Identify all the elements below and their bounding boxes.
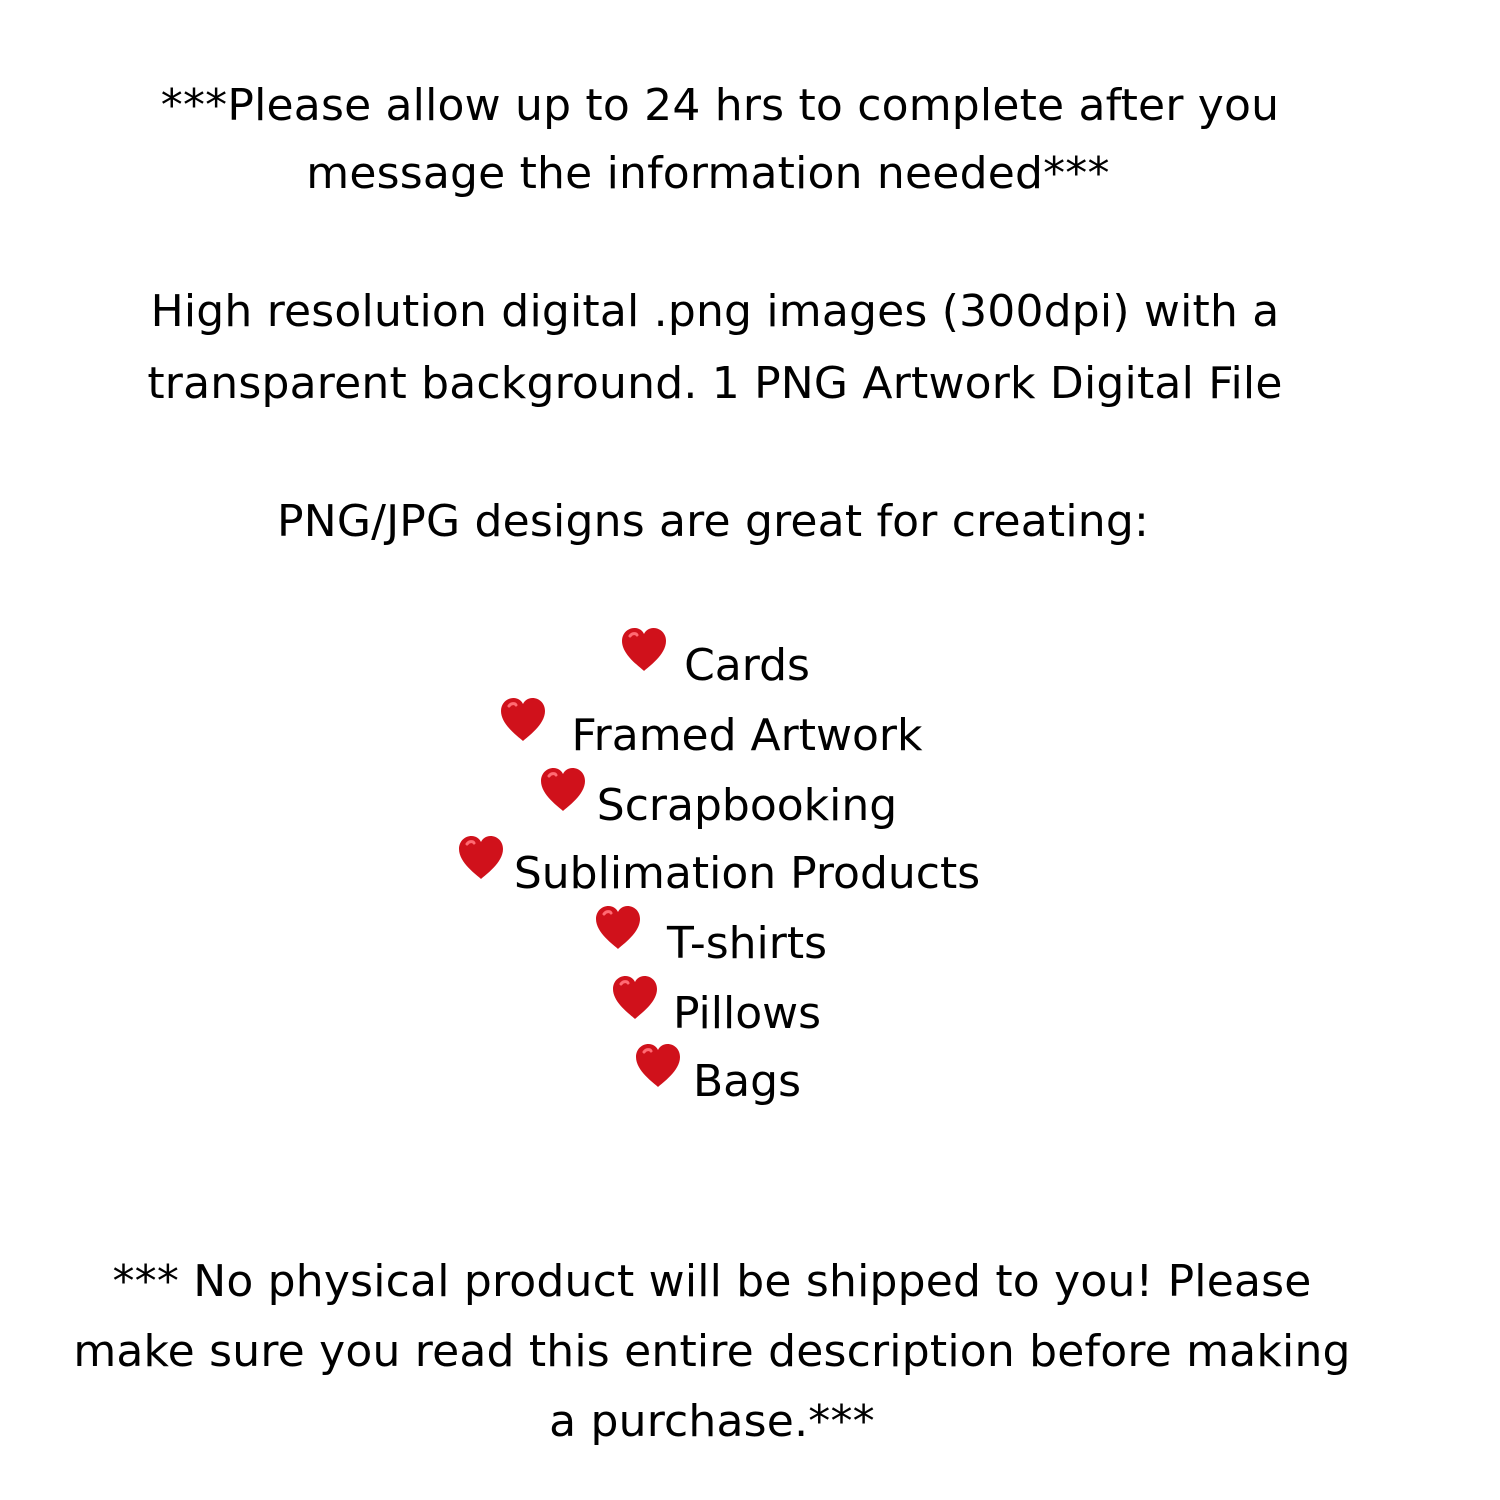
list-item bbox=[0, 706, 1500, 766]
list-item-label: Bags bbox=[692, 1056, 801, 1107]
list-item-label: Scrapbooking bbox=[596, 780, 898, 831]
list-item bbox=[0, 984, 1500, 1044]
notice-line-1: *** No physical product will be shipped to you! Please bbox=[112, 1256, 1312, 1307]
description-line-1: High resolution digital .png images (300dpi) with a bbox=[150, 286, 1280, 337]
list-item bbox=[0, 776, 1500, 836]
list-item-label: Pillows bbox=[672, 988, 822, 1039]
list-item bbox=[0, 914, 1500, 974]
list-item-label: Sublimation Products bbox=[513, 848, 981, 899]
list-item-label: T-shirts bbox=[666, 918, 827, 969]
intro-line-1: ***Please allow up to 24 hrs to complete after you bbox=[160, 80, 1280, 131]
intro-line-2: message the information needed*** bbox=[306, 148, 1110, 199]
notice-line-2: make sure you read this entire description before making bbox=[73, 1326, 1351, 1377]
list-item bbox=[0, 636, 1500, 696]
uses-heading: PNG/JPG designs are great for creating: bbox=[276, 496, 1150, 547]
list-item bbox=[0, 1052, 1500, 1112]
list-item-label: Cards bbox=[684, 640, 810, 691]
list-item-label: Framed Artwork bbox=[571, 710, 923, 761]
description-line-2: transparent background. 1 PNG Artwork Digital File bbox=[147, 358, 1283, 409]
list-item bbox=[0, 844, 1500, 904]
notice-line-3: a purchase.*** bbox=[549, 1396, 875, 1447]
